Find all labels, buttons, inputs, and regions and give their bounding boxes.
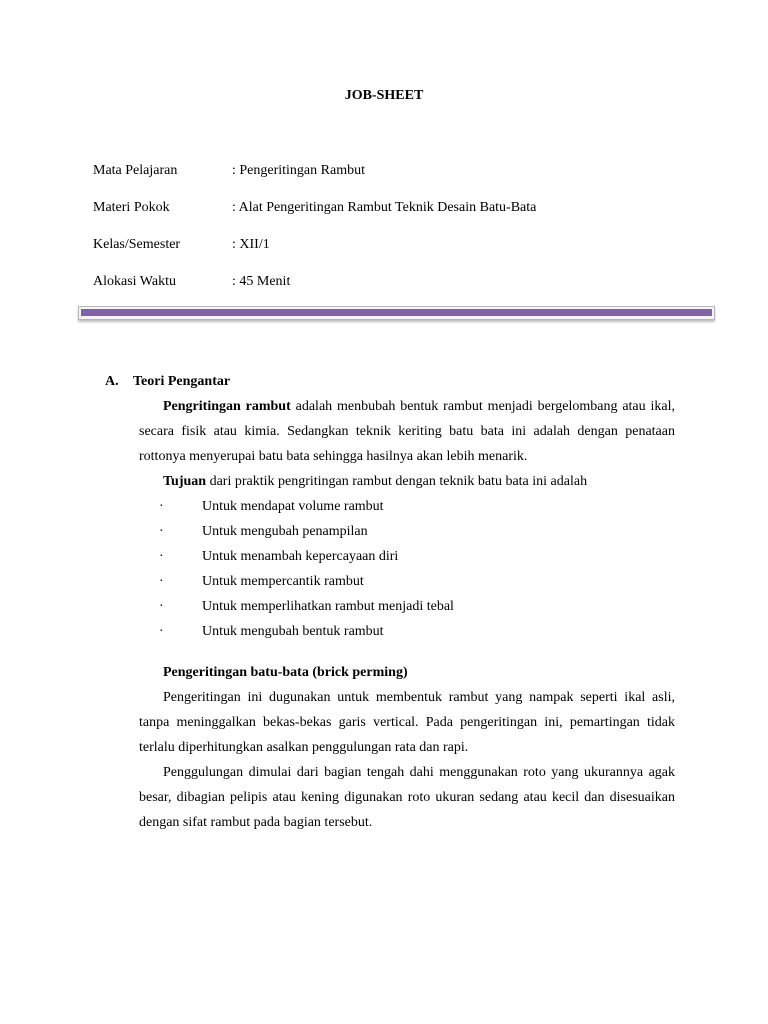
section-title: Teori Pengantar — [133, 374, 231, 389]
info-value: : 45 Menit — [232, 274, 291, 289]
bullet-dot: · — [159, 574, 164, 589]
list-item-text: Untuk menambah kepercayaan diri — [202, 549, 399, 564]
info-value: : XII/1 — [232, 237, 270, 252]
bullet-dot: · — [159, 524, 164, 539]
list-item — [139, 494, 675, 519]
info-label: Materi Pokok — [93, 200, 170, 215]
info-label: Mata Pelajaran — [93, 163, 178, 178]
intro-term: Pengritingan rambut — [163, 399, 291, 414]
bullet-dot: · — [159, 599, 164, 614]
subsection-paragraph: Penggulungan dimulai dari bagian tengah dahi menggunakan roto yang ukurannya agak besar, dibagian pelipis atau kening digunakan roto ukuran sedang atau kecil dan disesuaikan dengan sifat rambut pada bagian tersebut. — [139, 765, 675, 830]
goal-list — [139, 494, 675, 644]
section-body — [139, 394, 675, 835]
intro-paragraph — [139, 394, 675, 469]
intro-text: adalah menbubah bentuk rambut menjadi bergelombang atau ikal, secara fisik atau kimia. Sedangkan teknik keriting batu bata ini adalah dengan penataan rottonya menyerupai batu bata sehingga hasilnya akan lebih menarik. — [139, 399, 675, 464]
section-theory — [105, 372, 675, 835]
bullet-dot: · — [159, 549, 164, 564]
list-item-text: Untuk mengubah bentuk rambut — [202, 624, 384, 639]
info-value: : Alat Pengeritingan Rambut Teknik Desain Batu-Bata — [232, 200, 537, 215]
subsection-paragraph: Pengeritingan ini dugunakan untuk membentuk rambut yang nampak seperti ikal asli, tanpa meninggalkan bekas-bekas garis vertical. Pada pengeritingan ini, pemartingan tidak terlalu diperhitungkan asalkan penggulungan rata dan rapi. — [139, 690, 675, 755]
goal-term: Tujuan — [163, 474, 207, 489]
section-divider — [78, 306, 715, 320]
info-value: : Pengeritingan Rambut — [232, 163, 365, 178]
list-item-text: Untuk memperlihatkan rambut menjadi tebal — [202, 599, 454, 614]
bullet-dot: · — [159, 624, 164, 639]
list-item-text: Untuk mengubah penampilan — [202, 524, 368, 539]
bullet-dot: · — [159, 499, 164, 514]
list-item — [139, 544, 675, 569]
list-item — [139, 569, 675, 594]
list-item — [139, 594, 675, 619]
list-item — [139, 619, 675, 644]
subsection-title: Pengeritingan batu-bata (brick perming) — [163, 665, 408, 680]
list-item — [139, 519, 675, 544]
section-number: A. — [105, 374, 119, 389]
divider-bar — [81, 309, 712, 316]
page-title: JOB-SHEET — [344, 88, 424, 103]
list-item-text: Untuk mendapat volume rambut — [202, 499, 384, 514]
section-heading — [105, 372, 675, 394]
goal-text: dari praktik pengritingan rambut dengan teknik batu bata ini adalah — [206, 474, 588, 489]
info-label: Kelas/Semester — [93, 237, 181, 252]
list-item-text: Untuk mempercantik rambut — [202, 574, 364, 589]
info-label: Alokasi Waktu — [93, 274, 176, 289]
goal-line — [139, 469, 675, 494]
